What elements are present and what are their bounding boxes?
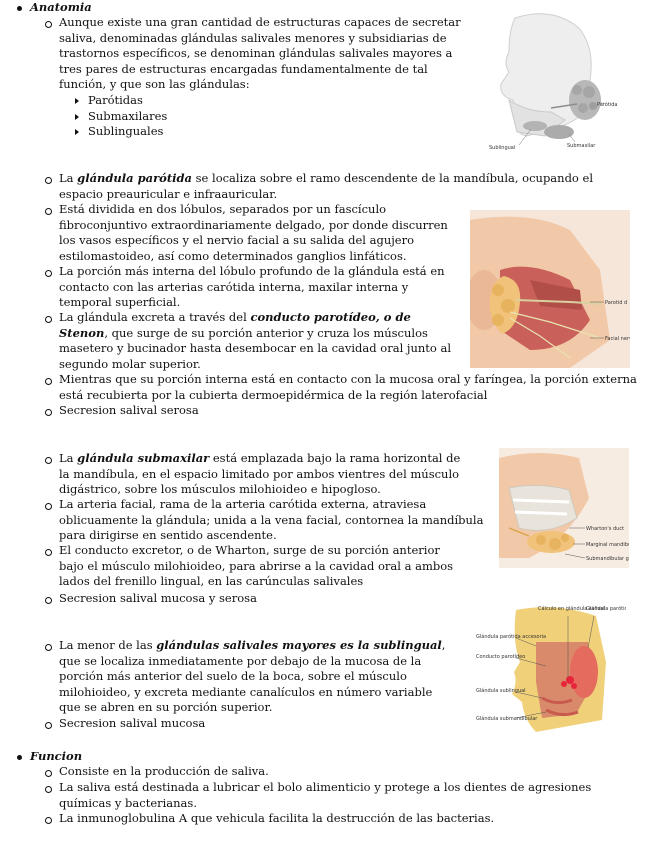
submaxilar-paragraph-3: El conducto excretor, o de Wharton, surge de su porción anterior bajo el músculo milohioideo, para abrirse a la cavidad oral a ambos lados del frenillo lingual, en las carúnculas salivales: [59, 543, 454, 588]
bullet-ring: [45, 316, 52, 323]
bullet-ring: [45, 177, 52, 184]
bullet-ring: [45, 21, 52, 28]
bullet-ring: [45, 378, 52, 385]
bullet-ring: [45, 549, 52, 556]
parotida-paragraph-1: [59, 171, 635, 202]
gland-item-1: Parótidas: [88, 93, 143, 107]
fig1-label-parotida: Parótida: [597, 102, 618, 108]
submaxilar-p1-pre: La: [59, 451, 78, 465]
parotida-p4-post: , que surge de su porción anterior y cruza los músculos masetero y bucinador hasta desembocar en la cavidad oral junto al segundo molar superior.: [59, 325, 452, 371]
fig4-label-calculo: Cálculo en glándula salival: [538, 606, 605, 612]
fig1-label-submaxilar: Submaxilar: [567, 143, 596, 149]
parotida-paragraph-4: [59, 310, 463, 372]
sublingual-p1-bold: glándulas salivales mayores es la sublingual: [156, 638, 442, 652]
bullet-arrow: [75, 114, 79, 120]
parotida-p4-pre: La glándula excreta a través del: [59, 310, 251, 324]
fig4-label-parotida: Glándula paróti: [586, 606, 625, 612]
bullet-dot: [17, 755, 22, 760]
fig3-label-marginal-mandibular: Marginal mandib: [586, 542, 628, 548]
parotida-paragraph-6: Secresion salival serosa: [59, 403, 199, 417]
fig2-label-parotid-duct: Parotid d: [605, 300, 628, 306]
heading-anatomia: Anatomia: [30, 0, 92, 14]
fig4-label-parotida-accesoria: Glándula parótida accesoria: [476, 634, 547, 640]
funcion-item-2: La saliva está destinada a lubricar el bolo alimenticio y protege a los dientes de agresiones químicas y bacterianas.: [59, 780, 592, 810]
fig3-label-whartons-duct: Wharton's duct: [586, 526, 625, 532]
bullet-arrow: [75, 98, 79, 104]
parotida-paragraph-5: Mientras que su porción interna está en contacto con la mucosa oral y faríngea, la porción externa está recubierta por la cubierta dermoepidérmica de la región laterofacial: [59, 372, 637, 402]
bullet-ring: [45, 644, 52, 651]
submaxilar-paragraph-2: La arteria facial, rama de la arteria carótida externa, atraviesa oblicuamente la glándula; unida a la vena facial, contornea la mandíbula para dirigirse en sentido ascendente.: [59, 497, 484, 542]
figure-salivary-glands-overview: [487, 8, 622, 153]
bullet-ring: [45, 817, 52, 824]
bullet-ring: [45, 597, 52, 604]
submaxilar-p1-bold: glándula submaxilar: [77, 451, 210, 465]
sublingual-p1-pre: La menor de las: [59, 638, 157, 652]
bullet-ring: [45, 503, 52, 510]
fig4-label-submandibular: Glándula submandibular: [476, 716, 538, 722]
sublingual-paragraph-1: [59, 638, 451, 716]
figure-parotid-face: [470, 210, 630, 368]
funcion-item-3: La inmunoglobulina A que vehicula facilita la destrucción de las bacterias.: [59, 811, 495, 825]
figure-salivary-calculus: [476, 602, 626, 737]
parotida-paragraph-2: Está dividida en dos lóbulos, separados por un fascículo fibroconjuntivo extraordinariamente delgado, por donde discurren los vasos específicos y el nervio facial a su salida del agujero estilomastoideo, así como determinados ganglios linfáticos.: [59, 202, 448, 263]
parotida-p1-pre: La: [59, 171, 78, 185]
parotida-p4-bold: conducto parotídeo, o de Stenon: [59, 310, 411, 340]
gland-item-2: Submaxilares: [88, 109, 168, 123]
bullet-ring: [45, 722, 52, 729]
sublingual-p1-post: , que se localiza inmediatamente por debajo de la mucosa de la porción más anterior del suelo de la boca, sobre el músculo milohioideo, y excreta mediante canalículos en número variable que se abren en su porción superior.: [59, 638, 446, 714]
bullet-ring: [45, 208, 52, 215]
submaxilar-p1-post: está emplazada bajo la rama horizontal de la mandíbula, en el espacio limitado por ambos vientres del músculo digástrico, sobre los músculos milohioideo e hipogloso.: [59, 451, 461, 496]
gland-item-3: Sublinguales: [88, 124, 164, 138]
bullet-ring: [45, 770, 52, 777]
figure-submandibular-gland: [499, 448, 629, 568]
bullet-dot: [17, 6, 22, 11]
bullet-arrow: [75, 129, 79, 135]
funcion-item-1: Consiste en la producción de saliva.: [59, 764, 269, 778]
parotida-paragraph-3: La porción más interna del lóbulo profundo de la glándula está en contacto con las arterias carótida interna, maxilar interna y temporal superficial.: [59, 264, 445, 309]
submaxilar-paragraph-1: [59, 451, 461, 498]
fig4-label-sublingual: Glándula sublingual: [476, 688, 526, 694]
bullet-ring: [45, 409, 52, 416]
fig3-label-submandibular-gland: Submandibular g: [586, 556, 629, 562]
submaxilar-paragraph-4: Secresion salival mucosa y serosa: [59, 591, 257, 605]
bullet-ring: [45, 786, 52, 793]
parotida-p1-bold: glándula parótida: [77, 171, 192, 185]
fig1-label-sublingual: Sublingual: [489, 145, 516, 151]
parotida-p1-post: se localiza sobre el ramo descendente de la mandíbula, ocupando el espacio preauricular e infraauricular.: [59, 171, 593, 201]
fig4-label-conducto-parotideo: Conducto parotídeo: [476, 654, 526, 660]
heading-funcion: Funcion: [30, 749, 83, 763]
fig2-label-facial-nerve: Facial nerv: [605, 336, 630, 342]
bullet-ring: [45, 457, 52, 464]
intro-paragraph: Aunque existe una gran cantidad de estructuras capaces de secretar saliva, denominadas glándulas salivales menores y subsidiarias de trastornos específicos, se denominan glándulas salivales mayores a tres pares de estructuras encargadas fundamentalmente de tal función, y que son las glándulas:: [59, 15, 461, 91]
bullet-ring: [45, 270, 52, 277]
sublingual-paragraph-2: Secresion salival mucosa: [59, 716, 206, 730]
